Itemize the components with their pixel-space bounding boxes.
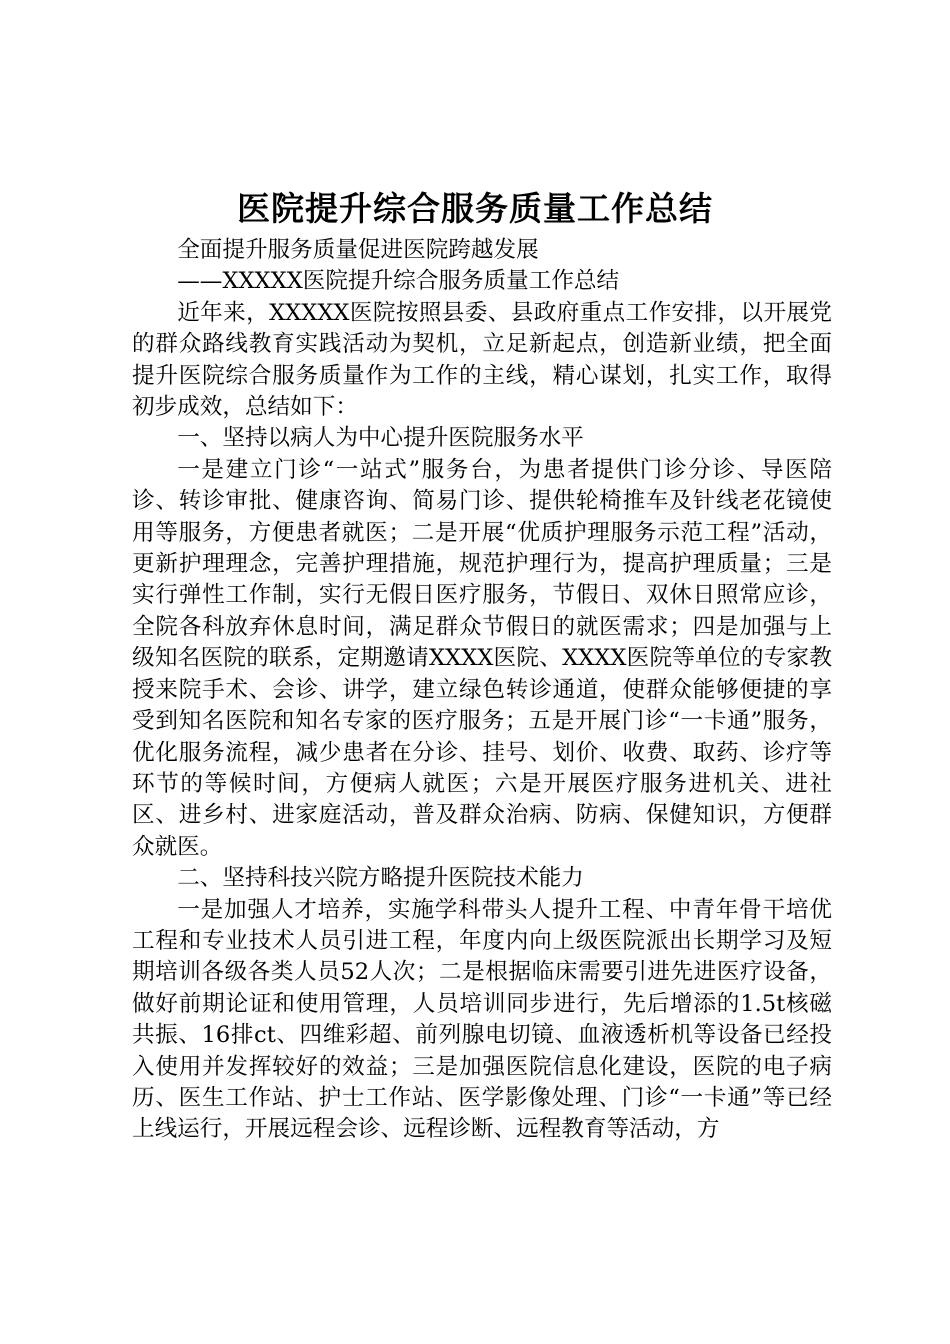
- document-body: [132, 235, 832, 1146]
- subtitle: 全面提升服务质量促进医院跨越发展: [177, 237, 539, 263]
- document-title: 医院提升综合服务质量工作总结: [237, 189, 713, 228]
- intro-paragraph: 近年来，XXXXX医院按照县委、县政府重点工作安排，以开展党的群众路线教育实践活动为契机，立足新起点，创造新业绩，把全面提升医院综合服务质量作为工作的主线，精心谋划，扎实工作，取得初步成效，总结如下：: [132, 299, 832, 421]
- subtitle-dash-line: ——XXXXX医院提升综合服务质量工作总结: [177, 268, 620, 295]
- section-heading-1: 一、坚持以病人为中心提升医院服务水平: [177, 425, 584, 452]
- section-1-paragraph: 一是建立门诊“一站式”服务台，为患者提供门诊分诊、导医陪诊、转诊审批、健康咨询、简易门诊、提供轮椅推车及针线老花镜使用等服务，方便患者就医；二是开展“优质护理服务示范工程”活动，更新护理理念，完善护理措施，规范护理行为，提高护理质量；三是实行弹性工作制，实行无假日医疗服务，节假日、双休日照常应诊，全院各科放弃休息时间，满足群众节假日的就医需求；四是加强与上级知名医院的联系，定期邀请XXXX医院、XXXX医院等单位的专家教授来院手术、会诊、讲学，建立绿色转诊通道，使群众能够便捷的享受到知名医院和知名专家的医疗服务；五是开展门诊“一卡通”服务，优化服务流程，减少患者在分诊、挂号、划价、收费、取药、诊疗等环节的等候时间，方便病人就医；六是开展医疗服务进机关、进社区、进乡村、进家庭活动，普及群众治病、防病、保健知识，方便群众就医。: [132, 456, 832, 860]
- section-heading-2: 二、坚持科技兴院方略提升医院技术能力: [177, 865, 584, 892]
- section-2-paragraph: 一是加强人才培养，实施学科带头人提升工程、中青年骨干培优工程和专业技术人员引进工程，年度内向上级医院派出长期学习及短期培训各级各类人员52人次；二是根据临床需要引进先进医疗设备，做好前期论证和使用管理，人员培训同步进行，先后增添的1.5t核磁共振、16排ct、四维彩超、前列腺电切镜、血液透析机等设备已经投入使用并发挥较好的效益；三是加强医院信息化建设，医院的电子病历、医生工作站、护士工作站、医学影像处理、门诊“一卡通”等已经上线运行，开展远程会诊、远程诊断、远程教育等活动，方: [132, 896, 832, 1143]
